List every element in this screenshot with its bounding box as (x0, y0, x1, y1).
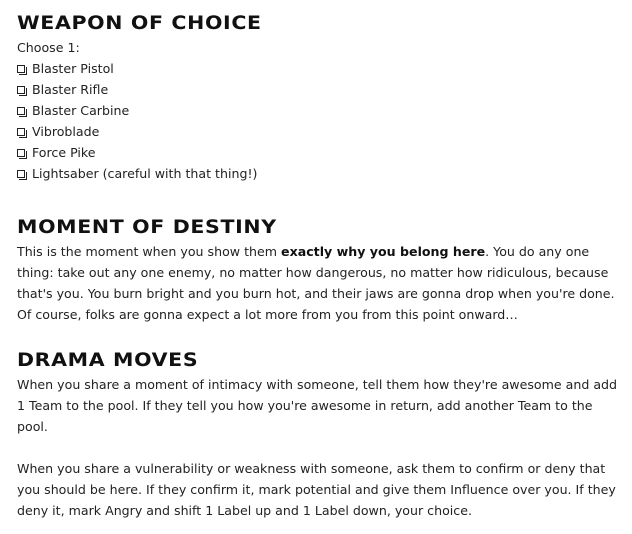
destiny-text-end: . You do any one thing: take out any one enemy, no matter how dangerous, no matter how ridiculous, because that's you. You burn bright and you burn hot, and their jaws are gonna drop when you're done. Of course, folks are gonna expect a lot more from you from this point onward… (17, 244, 615, 322)
checkbox-icon[interactable] (17, 149, 25, 157)
weapon-option[interactable] (17, 79, 257, 100)
weapon-option[interactable] (17, 100, 257, 121)
weapon-option[interactable] (17, 58, 257, 79)
weapon-of-choice-heading: WEAPON OF CHOICE (17, 12, 262, 34)
moment-of-destiny-text (17, 241, 622, 325)
weapon-option-label: Force Pike (32, 145, 96, 160)
drama-move-intimacy: When you share a moment of intimacy with someone, tell them how they're awesome and add 1 Team to the pool. If they tell you how you're awesome in return, add another Team to the pool. (17, 377, 618, 434)
destiny-text-start: This is the moment when you show them (17, 244, 282, 259)
moment-of-destiny-heading: MOMENT OF DESTINY (17, 216, 277, 238)
checkbox-icon[interactable] (17, 65, 25, 73)
weapon-option-label: Vibroblade (32, 124, 100, 139)
weapon-option-label: Blaster Pistol (32, 61, 114, 76)
weapon-options-list (17, 58, 257, 184)
checkbox-icon[interactable] (17, 107, 25, 115)
weapon-option-label: Blaster Carbine (32, 103, 130, 118)
choose-instruction: Choose 1: (17, 40, 80, 55)
checkbox-icon[interactable] (17, 170, 25, 178)
drama-moves-heading: DRAMA MOVES (17, 349, 199, 371)
weapon-option-label: Blaster Rifle (32, 82, 109, 97)
weapon-option[interactable] (17, 142, 257, 163)
destiny-emphasis: exactly why you belong here (281, 244, 486, 259)
weapon-option-label: Lightsaber (careful with that thing!) (32, 166, 258, 181)
checkbox-icon[interactable] (17, 86, 25, 94)
weapon-option[interactable] (17, 163, 257, 184)
weapon-option[interactable] (17, 121, 257, 142)
drama-move-vulnerability: When you share a vulnerability or weakness with someone, ask them to confirm or deny that you should be here. If they confirm it, mark potential and give them Influence over you. If they deny it, mark Angry and shift 1 Label up and 1 Label down, your choice. (17, 461, 616, 518)
checkbox-icon[interactable] (17, 128, 25, 136)
